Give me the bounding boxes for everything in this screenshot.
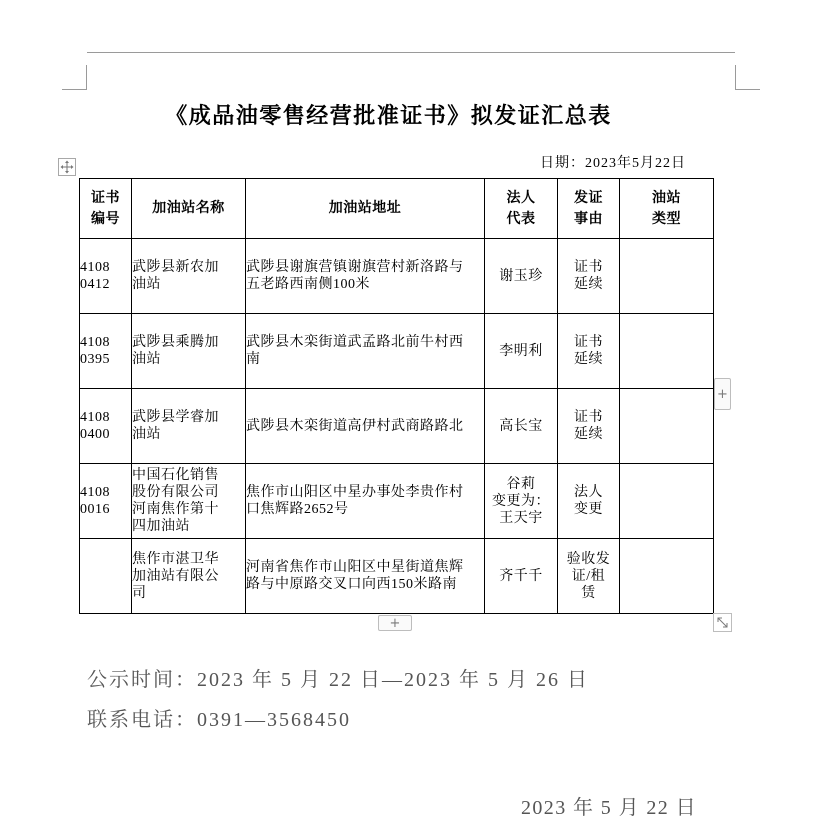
cell-legal-rep: 谢玉珍 (485, 239, 558, 314)
cell-legal-rep: 谷莉 变更为： 王天宇 (485, 464, 558, 539)
header-cell-code: 证书 编号 (80, 179, 132, 239)
cell-address: 焦作市山阳区中星办事处李贵作村 口焦辉路2652号 (246, 464, 485, 539)
table-move-handle[interactable] (58, 158, 76, 176)
margin-corner-mark-left (62, 65, 87, 90)
header-cell-reason: 发证 事由 (558, 179, 620, 239)
move-arrows-icon (60, 160, 74, 174)
table-header-row (80, 179, 714, 239)
cell-address: 武陟县木栾街道武孟路北前牛村西 南 (246, 314, 485, 389)
cell-code: 4108 0395 (80, 314, 132, 389)
cell-reason: 验收发 证/租 赁 (558, 539, 620, 614)
cell-reason: 证书 延续 (558, 314, 620, 389)
cell-code: 4108 0412 (80, 239, 132, 314)
header-cell-station-name: 加油站名称 (132, 179, 246, 239)
cell-legal-rep: 李明利 (485, 314, 558, 389)
document-date: 日期：2023年5月22日 (540, 156, 686, 171)
cell-reason: 证书 延续 (558, 389, 620, 464)
header-cell-station-type: 油站 类型 (620, 179, 714, 239)
cell-address: 河南省焦作市山阳区中星街道焦辉 路与中原路交叉口向西150米路南 (246, 539, 485, 614)
header-rule (87, 52, 735, 53)
cell-code (80, 539, 132, 614)
cell-station-type (620, 539, 714, 614)
add-column-button[interactable]: + (714, 378, 731, 410)
cell-station-name: 武陟县新农加 油站 (132, 239, 246, 314)
table-resize-handle[interactable] (713, 613, 732, 632)
diagonal-resize-icon (716, 616, 729, 629)
contact-phone: 联系电话：0391—3568450 (87, 709, 351, 731)
signature-date: 2023 年 5 月 22 日 (521, 797, 697, 819)
cell-legal-rep: 齐千千 (485, 539, 558, 614)
document-title: 《成品油零售经营批准证书》拟发证汇总表 (165, 103, 612, 128)
cell-legal-rep: 高长宝 (485, 389, 558, 464)
table-row (80, 389, 714, 464)
cell-station-name: 焦作市湛卫华 加油站有限公 司 (132, 539, 246, 614)
cell-code: 4108 0016 (80, 464, 132, 539)
cell-station-name: 武陟县乘腾加 油站 (132, 314, 246, 389)
publicity-period: 公示时间：2023 年 5 月 22 日—2023 年 5 月 26 日 (87, 669, 589, 691)
header-cell-legal-rep: 法人 代表 (485, 179, 558, 239)
cell-station-name: 中国石化销售 股份有限公司 河南焦作第十 四加油站 (132, 464, 246, 539)
cell-station-name: 武陟县学睿加 油站 (132, 389, 246, 464)
table-row (80, 539, 714, 614)
header-cell-address: 加油站地址 (246, 179, 485, 239)
cell-address: 武陟县谢旗营镇谢旗营村新洛路与 五老路西南侧100米 (246, 239, 485, 314)
cell-code: 4108 0400 (80, 389, 132, 464)
margin-corner-mark-right (735, 65, 760, 90)
cell-reason: 证书 延续 (558, 239, 620, 314)
table-row (80, 464, 714, 539)
cell-address: 武陟县木栾街道高伊村武商路路北 (246, 389, 485, 464)
cell-station-type (620, 464, 714, 539)
table-row (80, 239, 714, 314)
cell-station-type (620, 389, 714, 464)
summary-table (79, 178, 714, 614)
cell-station-type (620, 239, 714, 314)
table-row (80, 314, 714, 389)
cell-reason: 法人 变更 (558, 464, 620, 539)
add-row-button[interactable]: + (378, 615, 412, 631)
cell-station-type (620, 314, 714, 389)
